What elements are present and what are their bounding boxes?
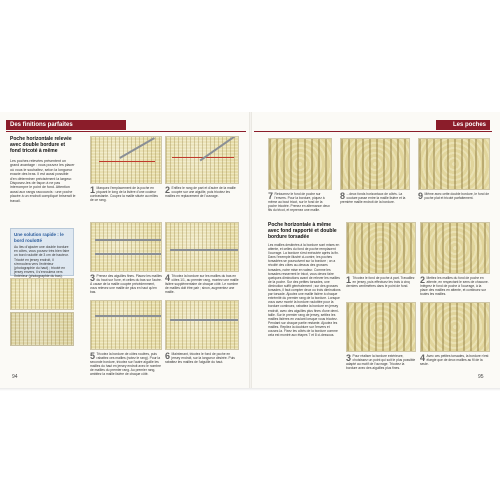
needle: [170, 249, 238, 251]
step-photo-r1: [346, 222, 416, 274]
tip-box: [10, 228, 74, 279]
right-running-header: Les poches: [436, 120, 490, 130]
step-photo-7: [268, 138, 332, 190]
step-photo-4: [165, 222, 239, 272]
step-caption-7: 7 Retournez le fond de poche sur l'envers. Pour la bordure, piquez à même au bout tricot, sur le fond de la poche tricotée. Prenez en alternance deux fils du tricot, et reprenez une maille.: [268, 191, 330, 212]
right-section-title: Poche horizontale à même avec fond rapporté et double bordure torsadée: [268, 222, 337, 240]
book-gutter: [249, 112, 252, 388]
step-photo-8: [340, 138, 410, 190]
rolled-edge-photo-top: [10, 278, 74, 310]
needle: [95, 253, 161, 255]
step-caption-5: 5 Tricotez la bordure de côtes roulées, puis rabattez ces mailles (notez le rang). Pour la seconde bordure, tricotez sur l'autre aiguille les mailles du haut en jersey endroit avec le nombre de mailles du premier rang. Au premier rang, ambitez la maille lisière de chaque côté.: [90, 351, 161, 376]
left-intro-text: Les poches relevées présentent un grand avantage : vous pouvez les placer où vous le souhaitez, selon la longueur exacte des bras. Il est aussi possible d'en déterminer précisément la largeur. Disposez-les de façon à ne pas interrompre le point de fond. Attention aussi aux rangs raccourcis : une poche placée à un endroit compliqué briserait le travail.: [10, 159, 76, 203]
step-caption-3: 3 Prenez des aiguilles fines. Placez les mailles du haut sur l'une, et celles du bas sur l'autre. À cause de la maille coupée précédemment, vous relevez une maille de plus en haut qu'en bas.: [90, 273, 162, 294]
needle: [95, 239, 161, 241]
step-photo-3: [90, 222, 162, 272]
right-body-text: Les mailles destinées à la bordure sont mises en attente, et celles du fond de poche remplacent l'ouvrage. La bordure s'est exécutée après la fin. Dans l'exemple illustré ci-contre, les poches torsadées se poursuivent sur la bordure ; on a récolté des côtes au-dessus des grosses torsades, notre mise en valeur. Comme les torsades resserrent le tricot, vous devez faire quelques diminutions avant de relever les mailles de la poche. Sur des petites torsades, une diminution suffit généralement ; sur des grosses torsades, il faut compter deux ou trois diminutions par torsade. Ajoutez une maille lisière à chaque extrémité du premier rang de la bordure. Lorsque vous avez monté la bordure roulottée pour la bordure continuez, rabattez la bordure en jersey endroit, avec des aiguilles plus fines d'une demi-taille. Sur le premier rang de jersey, settlez les mailles lisières en voulant lorsque vous tricotez. Pendant sur chaque partie restante. Ajoutez les mailles. Repliez la doublure sur l'envers et cousez-la. Fixez les côtés de la bordure comme cela est montré aux étapes 7 et 8 ci-dessous.: [268, 243, 341, 338]
step-caption-6: 6 Maintenant, tricotez le fond de poche en jersey endroit, sur la longueur désirée. Puis rabattez les mailles de l'aiguille du haut.: [165, 351, 235, 364]
left-section-title: Poche horizontale relevée avec double bordure et fond tricoté à même: [10, 136, 72, 154]
step-photo-5: [90, 300, 162, 350]
step-photo-r2: [420, 222, 490, 274]
step-caption-1: 1 Marquez l'emplacement de la poche en piquant le long de la lisière d'une couleur contrastante. Coupez la maille située au milieu de ce rang.: [90, 185, 159, 202]
book-bottom-shadow: [0, 388, 500, 391]
step-caption-r3: 3 Pour réaliser la bordure extérieure, choisissez un point qui soit le plus possible adapté au motif de l'ouvrage. Tricotez la bordure avec des aiguilles plus fines.: [346, 353, 416, 370]
step-caption-r2: 2 Mettez les mailles du fond de poche en attente, en respectant le sens de chacune. Intégrez le fond de poche à l'ouvrage, à la place des mailles en attente, et continuez sur toutes les mailles.: [420, 275, 489, 296]
step-caption-r1: 1 Tricotez le fond de poche à part. Travaillez en jersey, puis effectuez les trois à cinq derniers centimètres dans le point de fond.: [346, 275, 415, 288]
right-page-number: 95: [478, 374, 484, 380]
step-photo-6: [165, 300, 239, 350]
step-photo-r4: [420, 302, 490, 352]
step-photo-2: [165, 136, 239, 184]
step-caption-r4: 4 Avec ces petites torsades, la bordure n'est élargie que de deux mailles au fil de la seule.: [420, 353, 489, 366]
step-caption-4: 4 Tricotez la bordure sur les mailles du bas en côtes 1/1, au premier rang, montez une maille lisière supplémentaire de chaque côté. Le nombre de mailles doit être pair ; sinon, augmentez une maille.: [165, 273, 239, 294]
step-photo-r3: [346, 302, 416, 352]
right-header-rule: [254, 131, 492, 132]
step-photo-1: [90, 136, 162, 184]
step-caption-8: 8 ...deux fonds horizontaux de côtés. La couture passe entre la maille lisière et la première maille endroit de la bordure.: [340, 191, 406, 204]
marker-thread: [99, 161, 155, 162]
left-header-rule: [6, 131, 246, 132]
step-caption-9: 9 Même avec cette double bordure, le fond de poche plat et tricoté parfaitement.: [418, 191, 490, 201]
left-running-header: Des finitions parfaites: [6, 120, 126, 130]
needle: [119, 137, 154, 158]
needle: [170, 319, 238, 321]
step-photo-9: [418, 138, 490, 190]
left-page-number: 94: [12, 374, 18, 380]
tip-box-title: Une solution rapide : le bord roulotté: [14, 232, 64, 243]
rolled-edge-photo-bottom: [10, 312, 74, 346]
tip-box-body: Au lieu d'ajouter une double bordure en côtes, vous pouvez très bien faire un bord roulotté de 3 cm de hauteur. Tricoté en jersey endroit, il s'enroulera vers l'extérieur (photographie du haut) ; tricoté en jersey envers, il s'enroulera vers l'intérieur (photographie du bas).: [14, 245, 70, 279]
needle: [95, 315, 161, 317]
step-caption-2: 2 Enfilez le rang de part et d'autre de la maille coupée sur une aiguille, puis tricotez les mailles en replacement de l'ouvrage.: [165, 185, 236, 198]
